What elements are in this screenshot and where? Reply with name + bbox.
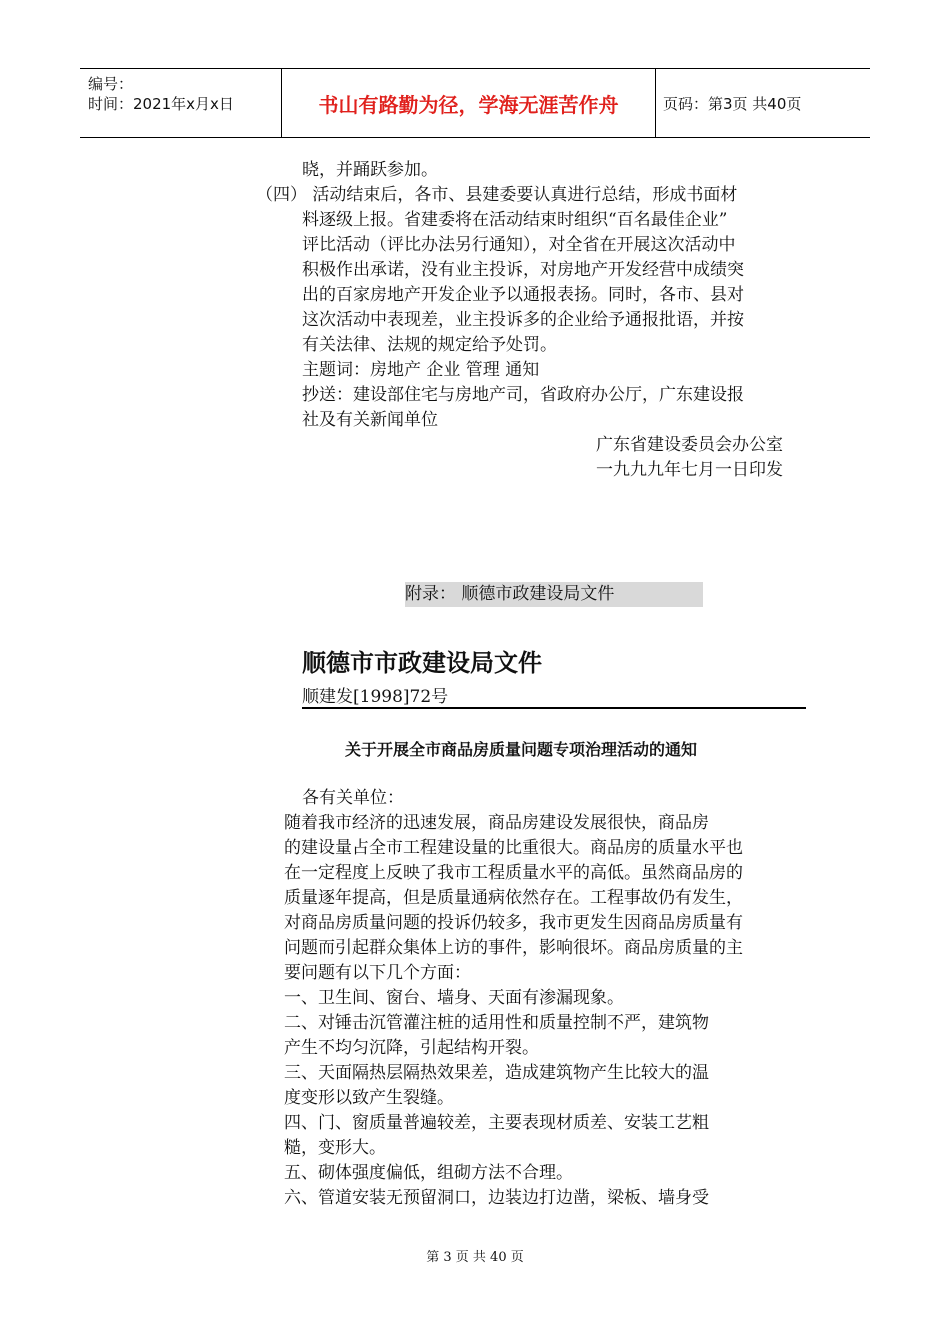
text-line: 出的百家房地产开发企业予以通报表扬。同时，各市、县对 (302, 285, 744, 305)
document-number: 顺建发[1998]72号 (302, 687, 449, 707)
cc-line: 社及有关新闻单位 (302, 410, 438, 430)
salutation: 各有关单位： (302, 788, 404, 808)
notice-title: 关于开展全市商品房质量问题专项治理活动的通知 (345, 740, 698, 759)
page-info: 页码：第3页 共40页 (663, 94, 802, 113)
body-line: 糙，变形大。 (284, 1138, 386, 1158)
body-line: 对商品房质量问题的投诉仍较多，我市更发生因商品房质量有 (284, 913, 743, 933)
body-line: 在一定程度上反映了我市工程质量水平的高低。虽然商品房的 (284, 863, 743, 883)
header-page-cell (655, 69, 870, 137)
body-line: 产生不均匀沉降，引起结构开裂。 (284, 1038, 539, 1058)
body-line: 问题而引起群众集体上访的事件，影响很坏。商品房质量的主 (284, 938, 743, 958)
text-line: 评比活动（评比办法另行通知），对全省在开展这次活动中 (302, 235, 736, 255)
header-motto-cell (281, 69, 656, 137)
page-header (80, 68, 870, 138)
text-line: （四） 活动结束后，各市、县建委要认真进行总结，形成书面材 (256, 185, 738, 205)
text-line: 这次活动中表现差，业主投诉多的企业给予通报批语，并按 (302, 310, 744, 330)
page-footer: 第 3 页 共 40 页 (426, 1250, 524, 1265)
body-line: 五、砌体强度偏低，组砌方法不合理。 (284, 1163, 573, 1183)
body-line: 四、门、窗质量普遍较差，主要表现材质差、安装工艺粗 (284, 1113, 709, 1133)
issue-date: 一九九九年七月一日印发 (596, 460, 783, 480)
body-line: 要问题有以下几个方面： (284, 963, 471, 983)
header-meta-cell (80, 69, 280, 137)
cc-line: 抄送：建设部住宅与房地产司，省政府办公厅，广东建设报 (302, 385, 744, 405)
text-line: 有关法律、法规的规定给予处罚。 (302, 335, 557, 355)
issuer: 广东省建设委员会办公室 (596, 435, 783, 455)
title-divider (302, 707, 806, 709)
text-line: 料逐级上报。省建委将在活动结束时组织“百名最佳企业” (302, 210, 728, 230)
body-line: 三、天面隔热层隔热效果差，造成建筑物产生比较大的温 (284, 1063, 709, 1083)
body-line: 随着我市经济的迅速发展，商品房建设发展很快，商品房 (284, 813, 709, 833)
body-line: 二、对锤击沉管灌注桩的适用性和质量控制不严，建筑物 (284, 1013, 709, 1033)
body-line: 一、卫生间、窗台、墙身、天面有渗漏现象。 (284, 988, 624, 1008)
document-title: 顺德市市政建设局文件 (302, 649, 542, 677)
date-line: 时间：2021年x月x日 (88, 95, 234, 113)
body-line: 质量逐年提高，但是质量通病依然存在。工程事故仍有发生， (284, 888, 743, 908)
motto-text: 书山有路勤为径，学海无涯苦作舟 (318, 92, 619, 117)
body-line: 的建设量占全市工程建设量的比重很大。商品房的质量水平也 (284, 838, 743, 858)
doc-number-label: 编号： (88, 75, 134, 93)
body-line: 六、管道安装无预留洞口，边装边打边凿，梁板、墙身受 (284, 1188, 709, 1208)
body-line: 度变形以致产生裂缝。 (284, 1088, 454, 1108)
text-line: 积极作出承诺，没有业主投诉，对房地产开发经营中成绩突 (302, 260, 744, 280)
text-line: 晓，并踊跃参加。 (302, 160, 438, 180)
subject-words: 主题词：房地产 企业 管理 通知 (302, 360, 540, 380)
appendix-label: 附录： 顺德市政建设局文件 (405, 582, 703, 607)
